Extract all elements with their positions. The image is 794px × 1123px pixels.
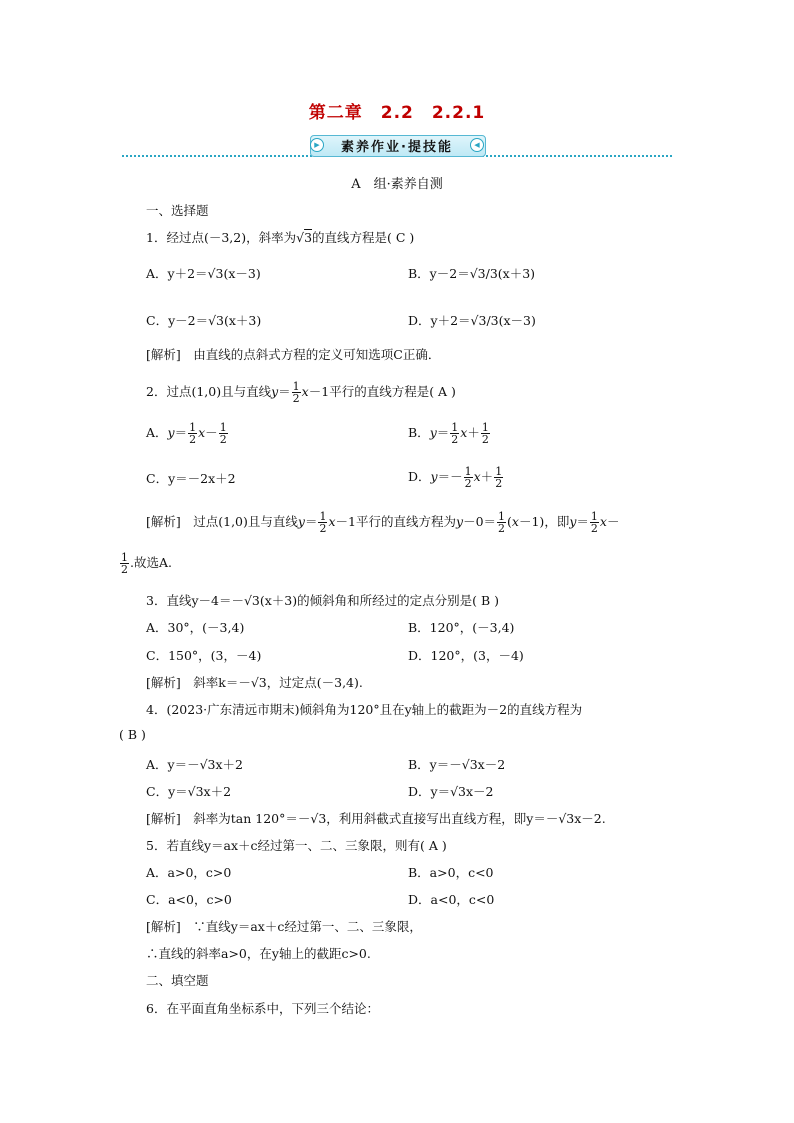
- q5-option-b: B．a>0，c<0: [408, 865, 494, 880]
- q5-option-c: C．a<0，c>0: [146, 892, 232, 907]
- q3-option-c: C．150°，(3，－4): [146, 648, 262, 663]
- q5-option-a: A．a>0，c>0: [146, 865, 232, 880]
- q3-option-b: B．120°，(－3,4): [408, 620, 515, 635]
- q2-stem: 2．过点(1,0)且与直线y＝ $\frac{1}{2}$ x－1平行的直线方程是( A ): [146, 380, 456, 405]
- q2-analysis-cont: $\frac{1}{2}$ .故选A.: [121, 551, 172, 576]
- q3-analysis: [解析] 斜率k＝－√3，过定点(－3,4).: [146, 675, 363, 690]
- q1-option-b: B．y－2＝√3/3(x＋3): [408, 266, 536, 281]
- q5-option-d: D．a<0，c<0: [408, 892, 495, 907]
- q4-option-a: A．y＝－√3x＋2: [146, 757, 244, 772]
- arrow-left-icon: ◀: [470, 138, 484, 152]
- q2-option-d: D．y＝－ $\frac{1}{2}$ x＋ $\frac{1}{2}$: [408, 465, 503, 490]
- q4-option-d: D．y＝√3x－2: [408, 784, 494, 799]
- q1-stem: 1．经过点(－3,2)，斜率为√3的直线方程是( C ): [146, 230, 415, 245]
- q4-option-b: B．y＝－√3x－2: [408, 757, 506, 772]
- q6-stem: 6．在平面直角坐标系中，下列三个结论：: [146, 1001, 379, 1016]
- q1-option-a: A．y＋2＝√3(x－3): [146, 266, 261, 281]
- section-heading-choice: 一、选择题: [146, 203, 209, 218]
- q1-analysis: [解析] 由直线的点斜式方程的定义可知选项C正确．: [146, 347, 441, 362]
- q3-option-a: A．30°，(－3,4): [146, 620, 245, 635]
- q2-analysis: [解析] 过点(1,0)且与直线y＝ $\frac{1}{2}$ x－1平行的直线方程为y－0＝ $\frac{1}{2}$ (x－1)，即y＝ $\frac{1}{2}$ x－: [146, 510, 620, 535]
- page-title: 第二章 2.2 2.2.1: [308, 103, 486, 123]
- banner-text: 素养作业·提技能: [341, 140, 453, 155]
- q5-stem: 5．若直线y＝ax＋c经过第一、二、三象限，则有( A ): [146, 838, 447, 853]
- q4-analysis: [解析] 斜率为tan 120°＝－√3，利用斜截式直接写出直线方程，即y＝－√3x－2.: [146, 811, 606, 826]
- q5-analysis-2: ∴直线的斜率a>0，在y轴上的截距c>0.: [146, 946, 371, 961]
- q2-option-b: B．y＝ $\frac{1}{2}$ x＋ $\frac{1}{2}$: [408, 421, 489, 446]
- q4-stem: 4．(2023·广东清远市期末)倾斜角为120°且在y轴上的截距为－2的直线方程为: [146, 702, 583, 717]
- section-heading-fill: 二、填空题: [146, 973, 209, 988]
- q3-stem: 3．直线y－4＝－√3(x＋3)的倾斜角和所经过的定点分别是( B ): [146, 593, 500, 608]
- q2-option-c: C．y＝－2x＋2: [146, 471, 236, 486]
- q2-option-a: A．y＝ $\frac{1}{2}$ x－ $\frac{1}{2}$: [146, 421, 227, 446]
- q3-option-d: D．120°，(3，－4): [408, 648, 524, 663]
- q4-answer: ( B ): [119, 727, 146, 742]
- q1-option-d: D．y＋2＝√3/3(x－3): [408, 313, 536, 328]
- banner: [296, 134, 498, 156]
- q5-analysis-1: [解析] ∵直线y＝ax＋c经过第一、二、三象限，: [146, 919, 422, 934]
- arrow-right-icon: ▶: [310, 138, 324, 152]
- q1-option-c: C．y－2＝√3(x＋3): [146, 313, 262, 328]
- q4-option-c: C．y＝√3x＋2: [146, 784, 232, 799]
- group-label: A 组·素养自测: [351, 177, 443, 192]
